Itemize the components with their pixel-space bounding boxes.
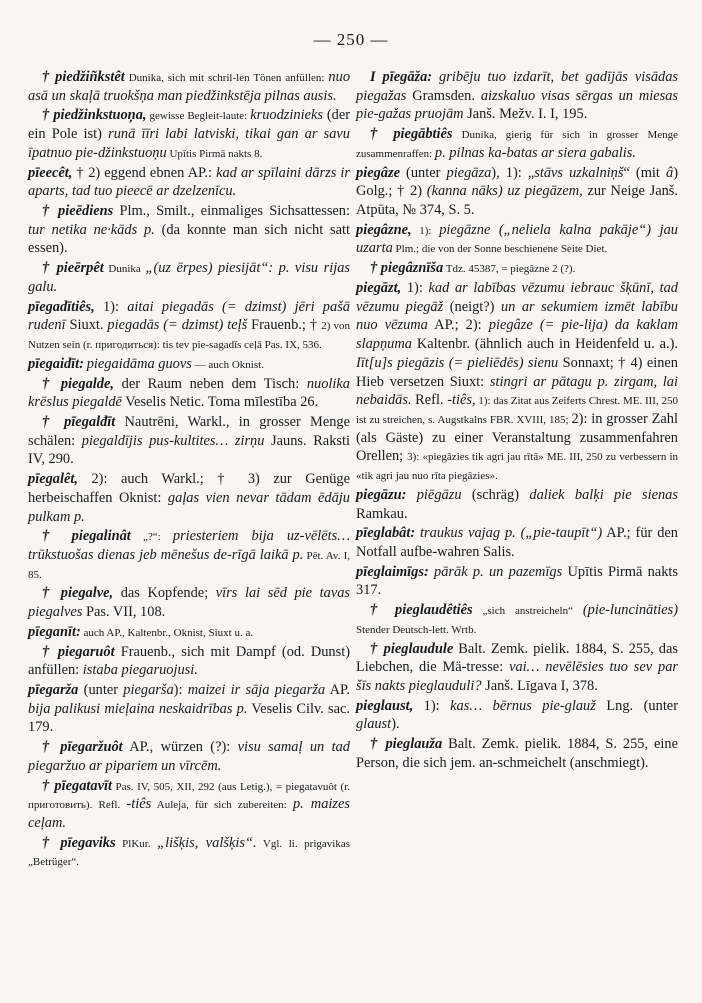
entry-text: -tiês [126, 796, 152, 813]
dictionary-entry [356, 164, 678, 220]
entry-text: gaļas vien nevar tādam ēdāju pulkam p. [28, 489, 350, 525]
dictionary-entry [356, 259, 678, 278]
entry-text: 2): in grosser Zahl (als Gäste) zu einer Veranstaltung zusammenfahren Orellen; [356, 410, 678, 465]
entry-text: gewisse Begleit-laute: [146, 110, 251, 123]
entry-text: ), 1): „ [491, 164, 535, 181]
entry-text: 3): «piegāzies tik agri jau rītā» ME. III, 250 zu verbessern in «tik agri jau nuo rīta piegāzies». [356, 451, 679, 483]
left-column [28, 68, 350, 872]
entry-text: maizei ir sāja piegarža [187, 682, 326, 698]
entry-headword: † pieglauža [370, 736, 443, 753]
entry-text: aitai piegadās (= dzimst) jēri pašā rudenī [28, 298, 350, 334]
entry-text: Janš. Līgava I, 378. [481, 678, 598, 694]
entry-text: „sich anstreicheln“ [472, 605, 583, 618]
entry-text: (neigt?) [443, 298, 501, 315]
entry-headword: † piegaruôt [42, 643, 115, 660]
entry-text: Stender Deutsch-lett. Wrtb. [356, 623, 477, 636]
entry-text: Dunika, sich mit schril-len Tönen anfüllen: [124, 72, 329, 84]
entry-text: Plm.; die von der Sonne beschienene Seite Diet. [392, 243, 608, 256]
entry-text: 1): [94, 298, 128, 315]
entry-headword: piegâze [356, 164, 400, 181]
dictionary-entry [28, 527, 350, 583]
entry-text: (schräg) [461, 486, 530, 503]
dictionary-entry [28, 623, 350, 642]
entry-text: un ar sekumiem izmēt labību nuo vēzuma [356, 298, 678, 334]
entry-text: das Kopfende; [113, 585, 216, 602]
entry-text: Pas. IV, 505, XII, 292 (aus Letig.), = piegatavuôt (r. приготовить). Refl. [28, 780, 350, 812]
entry-text: Plm., Smilt., einmaliges Sichsattessen: [113, 203, 350, 220]
entry-headword: † piegâznīša [370, 260, 444, 277]
entry-text: Kaltenbr. (ähnlich auch in Heidenfeld u. a.). [411, 336, 678, 353]
dictionary-entry [356, 601, 678, 638]
entry-text: â [666, 164, 674, 181]
entry-text: (kanna nāks) uz piegāzem, [426, 183, 583, 200]
entry-text: Pas. VII, 108. [82, 604, 166, 621]
entry-text: Balt. Zemk. pielik. 1884, S. 255, das Liebchen, die Mä-tresse: [356, 640, 678, 676]
entry-text: zur Neige Janš. Atpūta, № 374, S. 5. [356, 183, 678, 219]
entry-text: piegāzne („neliela kalna pakāje“) jau uzarta [356, 221, 678, 257]
entry-text: vai… nevēlēsies tuo sev par šīs nakts pieglauduli? [356, 659, 678, 694]
entry-headword: † pīegalđīt [42, 413, 116, 430]
dictionary-entry [28, 106, 350, 162]
entry-headword: † piegalde, [42, 375, 114, 392]
entry-text: 2) von Nutzen sein (r. пригодиться): tis tev pie-sagadīs ceļā Pas. IX, 536. [28, 320, 351, 352]
entry-headword: † pieglaudule [370, 640, 454, 657]
entry-text: Dunika, gierig für sich in grosser Menge zusammenraffen: [356, 129, 678, 160]
entry-text: (da konnte man sich nicht satt essen). [28, 221, 351, 257]
entry-headword: pīeecêt, [28, 164, 73, 181]
dictionary-entry [28, 738, 350, 775]
entry-text: Janš. Mežv. I. I, 195. [463, 106, 588, 123]
entry-text: -tiês, [447, 392, 476, 409]
entry-text: pārāk p. un pazemīgs [428, 563, 563, 580]
entry-text: Sonnaxt; † 4) einen Hieb versetzen Siuxt: [356, 354, 679, 390]
dictionary-entry [356, 524, 678, 561]
right-column [356, 68, 678, 774]
entry-text: Ramkau. [356, 505, 408, 522]
dictionary-entry [356, 68, 678, 124]
dictionary-entry [28, 834, 350, 871]
entry-text: AP.; für den Notfall aufbe-wahren Salis. [356, 525, 679, 560]
entry-headword: † piegābtiês [370, 126, 453, 143]
dictionary-entry [28, 777, 350, 833]
entry-text: Upītis Pirmā nakts 317. [356, 563, 678, 599]
entry-headword: † pīegatavīt [42, 777, 112, 794]
entry-headword: † piedžiñkstêt [42, 69, 125, 85]
entry-text: traukus vajag p. („pie-taupīt“) [415, 525, 603, 542]
entry-text: Jauns. Raksti IV, 290. [28, 432, 350, 468]
entry-text: kad ar spīlaini dārzs ir aparts, tad tuo pieecē ar dzelzenīcu. [28, 164, 350, 200]
dictionary-entry [356, 221, 678, 258]
entry-text: (unter [78, 682, 124, 698]
entry-text: AP. [325, 682, 351, 698]
entry-text: Veselis Netic. Toma mīlestība 26. [121, 394, 319, 411]
dictionary-entry [28, 375, 350, 412]
dictionary-entry [356, 279, 678, 485]
entry-text: (unter [399, 164, 447, 181]
entry-headword: pīeglaimīgs: [356, 563, 429, 580]
entry-text: AP., würzen (?): [122, 739, 238, 756]
entry-text: glaust [356, 716, 392, 733]
entry-text: Balt. Zemk. pielik. 1884, S. 255, eine Person, die sich jem. an-schmeichelt (anschmiegt). [356, 736, 678, 771]
entry-text: Dunika [103, 263, 146, 276]
entry-text: Iīt[u]s piegāzis (= pieliēdēs) sienu [356, 354, 559, 371]
entry-headword: piegâzne, [356, 221, 412, 238]
dictionary-entry [28, 413, 350, 469]
entry-text: piegaldījis pus-kultites… zirņu [81, 432, 265, 449]
entry-text: Vgl. li. prigavikas „Betrüger“. [28, 837, 350, 869]
dictionary-entry [28, 584, 350, 621]
entry-text: piegāza [446, 164, 492, 181]
dictionary-entry [28, 164, 350, 201]
page-number: — 250 — [313, 30, 389, 49]
entry-headword: † pīegaržuôt [42, 739, 123, 756]
dictionary-entry [28, 681, 350, 737]
entry-text: stāvs uzkalniņš [534, 164, 624, 181]
entry-text: aizskaluo visas sērgas un miesas pie-gažas pruojām [356, 87, 678, 123]
entry-text: tur netika ne·kāds p. [28, 221, 155, 238]
entry-text: vīrs lai sēd pie tavas piegalves [28, 585, 351, 621]
dictionary-entry [356, 486, 678, 523]
entry-text: Nautrēni, Warkl., in grosser Menge schälen: [28, 413, 350, 449]
entry-text: “ (mit [623, 164, 666, 181]
entry-text: nuolika krēslus piegaldē [28, 375, 350, 411]
entry-text: auch AP., Kaltenbr., Oknist, Siuxt u. a. [80, 626, 254, 639]
entry-text: istaba piegaruojusi. [82, 662, 198, 679]
dictionary-entry [356, 697, 678, 734]
entry-text: piegadās (= dzimst) teļš [107, 317, 248, 334]
entry-headword: † pieēdiens [42, 203, 114, 220]
entry-text: gribēju tuo izdarīt, bet gadījās visādas piegažas [356, 69, 679, 104]
dictionary-entry [28, 259, 350, 296]
entry-text: kad ar labības vēzumu iebrauc šķūnī, tad vēzumu piegāž [356, 279, 678, 315]
entry-text: Tdz. 45387, = piegâzne 2 (?). [443, 263, 576, 276]
dictionary-entry [356, 735, 678, 772]
entry-text: „lišķis, valšķis“. [157, 834, 257, 851]
entry-text: Pēt. Av. I, 85. [28, 549, 350, 581]
entry-text: Siuxt. [65, 317, 108, 334]
dictionary-entry [28, 470, 350, 526]
entry-text: 1): das Zitat aus Zeiferts Chrest. ME. III, 250 ist zu streichen, s. Augstkalns FBR. XVIII, 185; [356, 395, 678, 426]
dictionary-entry [356, 125, 678, 162]
entry-text: priesteriem bija uz-vēlēts… trūkstuošas dienas jeb mēnešus de-rīgā laikā p. [28, 528, 350, 563]
entry-headword: pīegaidīt: [28, 355, 84, 372]
entry-text: Auleja, für sich zubereiten: [151, 799, 293, 812]
entry-headword: pīegadītiês, [28, 298, 95, 315]
entry-text: piegaidāma guovs [86, 355, 192, 372]
entry-headword: pīegarža [28, 682, 79, 698]
entry-text: ). [391, 716, 400, 733]
entry-text: ) Golg.; † 2) [356, 164, 678, 200]
entry-text: p. maizes ceļam. [28, 796, 350, 832]
entry-text: AP.; 2): [427, 317, 489, 334]
entry-text: 1): [413, 697, 451, 714]
entry-text: Upītis Pirmā nakts 8. [166, 147, 263, 160]
entry-headword: † pieglaudêtiês [370, 602, 473, 619]
entry-text: 2): auch Warkl.; † 3) zur Genüge herbeischaffen Oknist: [28, 471, 350, 506]
entry-text: piegarša [123, 682, 174, 698]
entry-text: „(uz ērpes) piesijāt“: p. visu rijas galu. [28, 260, 350, 295]
entry-text: piegâze (= pie-lija) da kaklam slapņuma [356, 317, 678, 353]
entry-headword: pīegalêt, [28, 471, 78, 488]
entry-text: PlKur. [115, 837, 158, 850]
entry-text: 1): [411, 224, 440, 237]
entry-headword: pieglaust, [356, 697, 414, 714]
entry-text: (der ein Pole ist) [28, 107, 350, 143]
entry-text: Veselis Cilv. sac. 179. [28, 700, 350, 736]
entry-headword: piegāzt, [356, 279, 402, 296]
dictionary-entry [28, 68, 350, 105]
entry-headword: † piegalinât [42, 528, 131, 545]
entry-text: piēgāzu [406, 486, 462, 503]
entry-headword: I pīegāža: [370, 69, 433, 85]
dictionary-entry [28, 355, 350, 374]
entry-text: runā īīri labi latviski, tikai gan ar savu īpatnuo pie-džinkstuoņu [28, 126, 350, 161]
entry-text: daliek balķi pie sienas [529, 486, 678, 503]
entry-text: Gramsden. [406, 87, 481, 104]
entry-text: ): [173, 682, 188, 698]
dictionary-entry [28, 643, 350, 680]
entry-headword: † piedžinkstuoņa, [42, 107, 147, 124]
dictionary-entry [356, 563, 678, 600]
entry-text: Lng. (unter [595, 697, 678, 714]
entry-headword: pīeglabât: [356, 525, 416, 542]
entry-text: Refl. [411, 392, 448, 409]
entry-text: † 2) eggend ebnen AP.: [72, 164, 217, 181]
entry-text: 1): [401, 279, 429, 296]
entry-text: nuo asā un skaļā truokšņa man piedžinkstēja pilnas ausis. [28, 69, 351, 104]
entry-headword: pīeganīt: [28, 623, 81, 640]
entry-text: bija palikusi mieļaina neskaidrības p. [28, 700, 248, 717]
entry-text: Frauenb., sich mit Dampf (od. Dunst) anfüllen: [28, 643, 351, 679]
entry-headword: † piegalve, [42, 585, 114, 602]
entry-text: kas… bērnus pie-glauž [450, 697, 596, 714]
entry-text: kruodzinieks [250, 107, 323, 124]
entry-text: — auch Oknist. [191, 358, 264, 371]
entry-text: visu samaļ un tad piegaržuo ar pipariem un vīrcēm. [28, 739, 350, 774]
entry-headword: † pieērpêt [42, 260, 104, 277]
dictionary-entry [28, 202, 350, 258]
dictionary-entry [356, 640, 678, 696]
entry-text: Frauenb.; † [247, 317, 322, 334]
entry-headword: piegāzu: [356, 486, 407, 503]
entry-text: (pie-luncināties) [582, 602, 678, 619]
entry-text: stingri ar pātagu p. zirgam, lai nebaidās. [356, 373, 678, 409]
entry-text: p. pilnas ka-batas ar siera gabalis. [434, 144, 636, 161]
dictionary-entry [28, 298, 350, 354]
entry-headword: † pīegaviks [42, 834, 116, 851]
entry-text: der Raum neben dem Tisch: [114, 375, 307, 392]
entry-text: „?“: [130, 531, 173, 544]
